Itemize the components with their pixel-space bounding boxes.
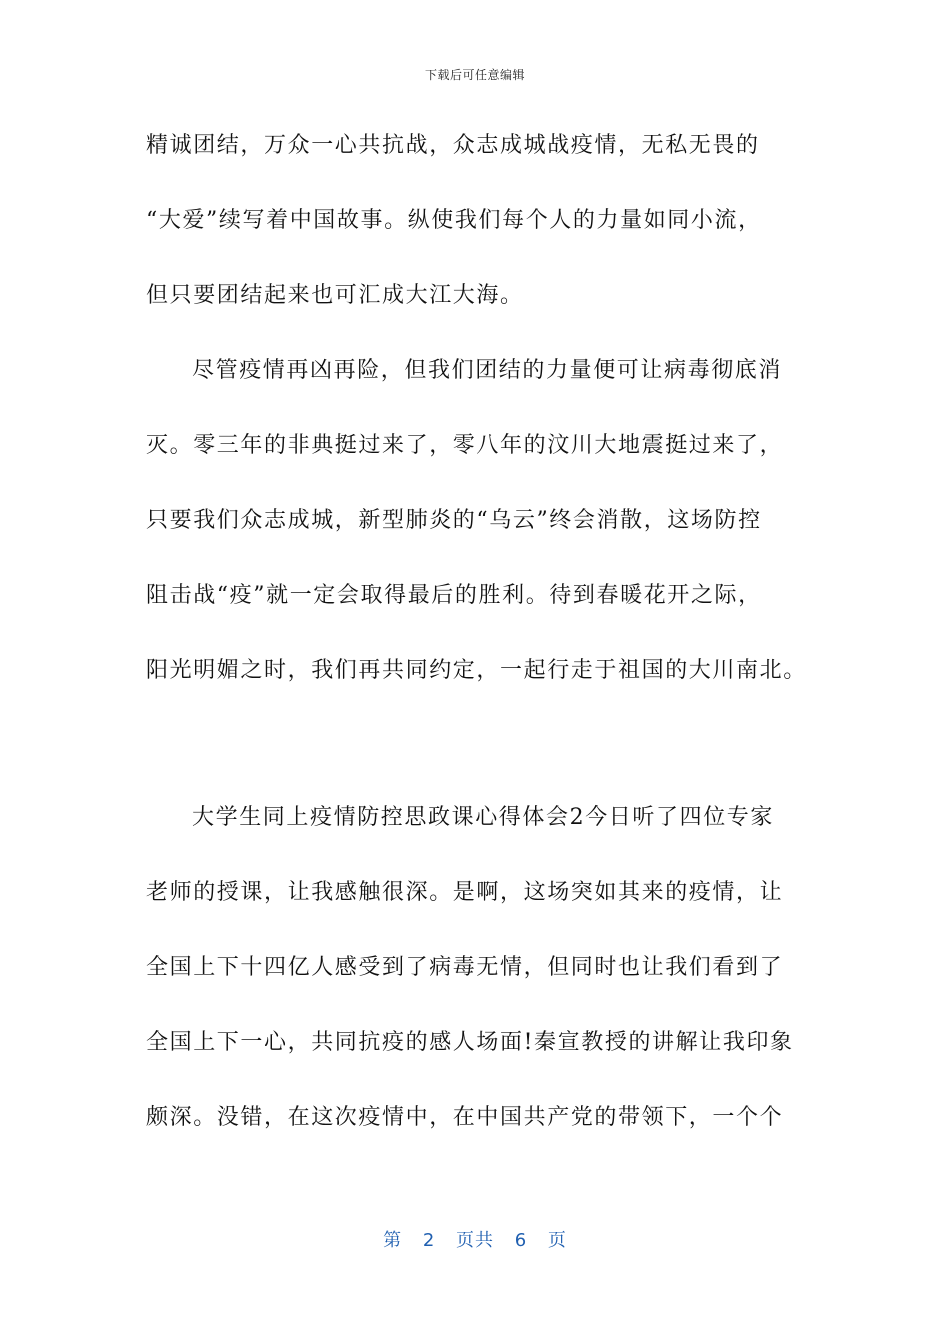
paragraph-2-line-4: 阻击战“疫”就一定会取得最后的胜利。待到春暖花开之际， xyxy=(146,583,762,608)
paragraph-3-line-2: 老师的授课，让我感触很深。是啊，这场突如其来的疫情，让 xyxy=(146,880,784,905)
paragraph-3-line-4: 全国上下一心，共同抗疫的感人场面!秦宣教授的讲解让我印象 xyxy=(146,1030,794,1055)
footer-total-pages: 6 xyxy=(514,1230,528,1251)
page-header: 下载后可任意编辑 xyxy=(424,68,525,82)
footer-prefix: 第 xyxy=(383,1230,403,1251)
paragraph-2-line-1: 尽管疫情再凶再险，但我们团结的力量便可让病毒彻底消 xyxy=(192,358,783,383)
paragraph-2-line-3: 只要我们众志成城，新型肺炎的“乌云”终会消散，这场防控 xyxy=(146,508,762,533)
page-footer xyxy=(0,1226,950,1252)
footer-middle: 页共 xyxy=(456,1230,494,1251)
paragraph-1-line-2: “大爱”续写着中国故事。纵使我们每个人的力量如同小流， xyxy=(146,208,762,233)
paragraph-2-line-2: 灭。零三年的非典挺过来了，零八年的汶川大地震挺过来了， xyxy=(146,433,784,458)
paragraph-1-line-3: 但只要团结起来也可汇成大江大海。 xyxy=(146,283,524,308)
paragraph-3-line-5: 颇深。没错，在这次疫情中，在中国共产党的带领下，一个个 xyxy=(146,1105,784,1130)
footer-suffix: 页 xyxy=(547,1230,567,1251)
paragraph-2-line-5: 阳光明媚之时，我们再共同约定，一起行走于祖国的大川南北。 xyxy=(146,658,807,683)
paragraph-1-line-1: 精诚团结，万众一心共抗战，众志成城战疫情，无私无畏的 xyxy=(146,133,760,158)
paragraph-3-line-1: 大学生同上疫情防控思政课心得体会2今日听了四位专家 xyxy=(192,805,774,830)
paragraph-3-line-3: 全国上下十四亿人感受到了病毒无情，但同时也让我们看到了 xyxy=(146,955,784,980)
footer-page-number: 2 xyxy=(422,1230,436,1251)
